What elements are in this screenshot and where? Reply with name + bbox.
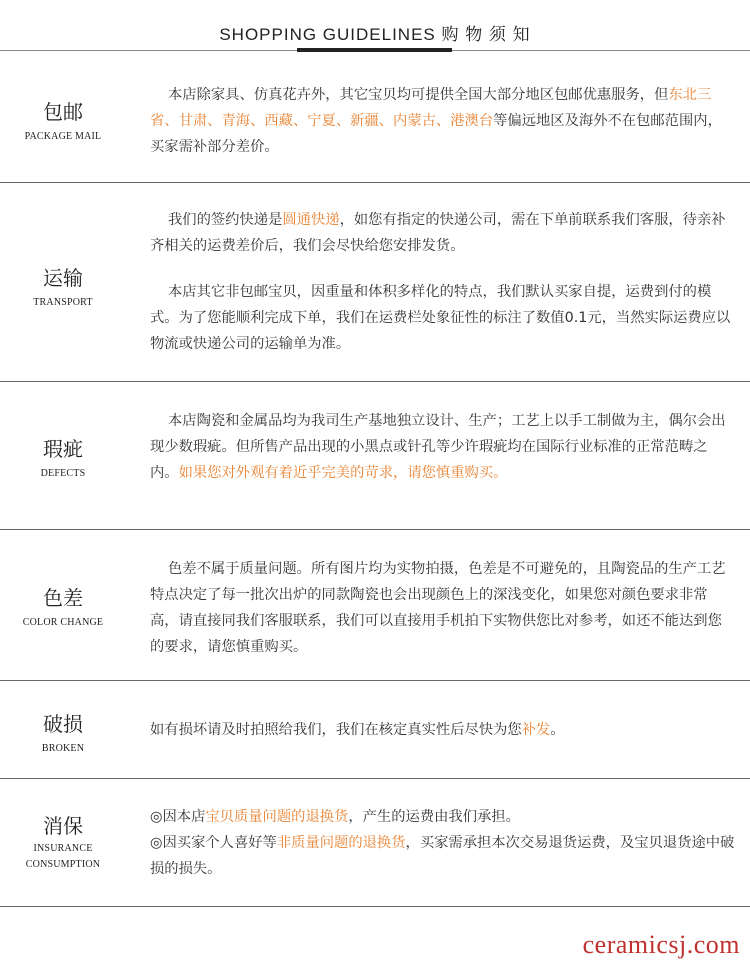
- label-cn: 包邮: [43, 100, 83, 124]
- highlight-text: 宝贝质量问题的退换货: [205, 809, 349, 825]
- paragraph: [150, 82, 735, 160]
- section-transport: [0, 183, 750, 382]
- section-package-mail: [0, 52, 750, 183]
- label-cn: 破损: [43, 712, 83, 736]
- text: ◎因买家个人喜好等: [150, 835, 277, 851]
- paragraph: 色差不属于质量问题。所有图片均为实物拍摄，色差是不可避免的，且陶瓷品的生产工艺特点决定了每一批次出炉的同款陶瓷也会出现颜色上的深浅变化，如果您对颜色要求非常高，请直接同我们客服联系，我们可以直接用手机拍下实物供您比对参考，如还不能达到您的要求，请您慎重购买。: [150, 561, 726, 655]
- section-content: [150, 717, 735, 743]
- text: 本店除家具、仿真花卉外，其它宝贝均可提供全国大部分地区包邮优惠服务，但: [168, 87, 669, 103]
- paragraph: [150, 804, 735, 830]
- section-label: [0, 436, 126, 481]
- highlight-text: 补发: [521, 722, 551, 738]
- text: ，买家需承担本次交易退货运费，及宝贝退货途中破损的损失。: [150, 835, 735, 877]
- section-label: [0, 813, 126, 872]
- highlight-text: 东北三省、甘肃、青海、西藏、宁夏、新疆、内蒙古、港澳台: [150, 87, 712, 129]
- section-content: [150, 82, 735, 160]
- paragraph: [150, 408, 735, 486]
- label-cn: 色差: [43, 586, 83, 610]
- text: 等偏远地区及海外不在包邮范围内，买家需补部分差价。: [150, 113, 722, 155]
- label-cn: 消保: [43, 814, 83, 838]
- section-insurance: [0, 779, 750, 907]
- section-content: [150, 207, 735, 357]
- label-en: PACKAGE MAIL: [24, 131, 102, 142]
- label-en: INSURANCE: [33, 843, 93, 854]
- section-content: [150, 408, 735, 486]
- watermark: ceramicsj.com: [582, 930, 740, 959]
- label-cn: 瑕疵: [43, 437, 83, 461]
- label-en: DEFECTS: [40, 468, 86, 479]
- text: ◎因本店: [150, 809, 206, 825]
- section-content: [150, 556, 735, 660]
- section-label: [0, 711, 126, 756]
- label-en: COLOR CHANGE: [22, 617, 104, 628]
- label-en: CONSUMPTION: [25, 859, 101, 870]
- page-header: [0, 0, 750, 56]
- highlight-text: 非质量问题的退换货: [276, 835, 406, 851]
- text: ，产生的运费由我们承担。: [348, 809, 520, 825]
- paragraph: [150, 830, 735, 882]
- section-broken: [0, 681, 750, 779]
- paragraph: [150, 207, 735, 259]
- text: 如有损坏请及时拍照给我们，我们在核定真实性后尽快为您: [150, 722, 522, 738]
- text: 。: [550, 722, 565, 738]
- paragraph: 本店其它非包邮宝贝，因重量和体积多样化的特点，我们默认买家自提，运费到付的模式。为了您能顺利完成下单，我们在运费栏处象征性的标注了数值0.1元，当然实际运费应以物流或快递公司的运输单为准。: [150, 284, 731, 352]
- page-title: SHOPPING GUIDELINES 购 物 须 知: [219, 25, 531, 44]
- section-label: [0, 265, 126, 310]
- text: ，如您有指定的快递公司，需在下单前联系我们客服，待亲补齐相关的运费差价后，我们会尽快给您安排发货。: [150, 212, 726, 254]
- section-label: [0, 585, 126, 630]
- text: 本店陶瓷和金属品均为我司生产基地独立设计、生产；工艺上以手工制做为主，偶尔会出现少数瑕疵。但所售产品出现的小黑点或针孔等少许瑕疵均在国际行业标准的正常范畴之内。: [150, 413, 726, 481]
- section-content: [150, 804, 735, 882]
- section-color-change: [0, 530, 750, 681]
- highlight-text: 如果您对外观有着近乎完美的苛求，请您慎重购买。: [178, 465, 508, 481]
- section-defects: [0, 382, 750, 530]
- label-en: TRANSPORT: [33, 297, 93, 308]
- label-en: BROKEN: [41, 743, 85, 754]
- section-label: [0, 99, 126, 144]
- text: 我们的签约快递是: [168, 212, 283, 228]
- paragraph: [150, 717, 735, 743]
- highlight-text: 圆通快递: [282, 212, 340, 228]
- label-cn: 运输: [43, 266, 83, 290]
